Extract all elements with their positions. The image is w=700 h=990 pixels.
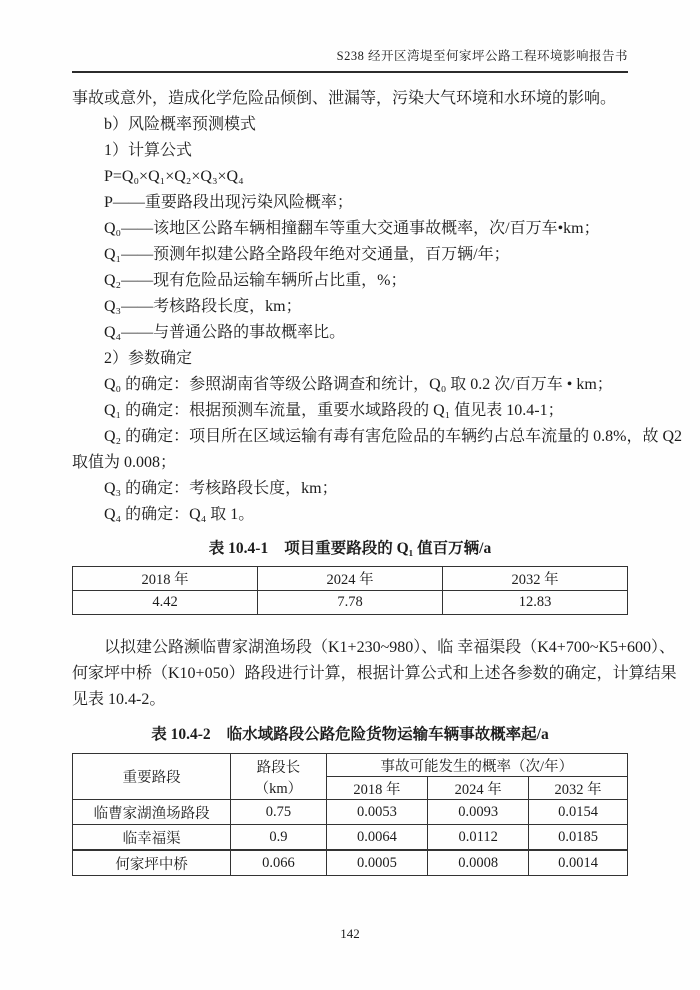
- table1-value-2024: 7.78: [258, 591, 443, 615]
- definition-p: P——重要路段出现污染风险概率；: [104, 194, 353, 211]
- table-accident-probability: [72, 753, 628, 876]
- table1-value-2018: 4.42: [73, 591, 258, 615]
- table-row: [73, 591, 628, 615]
- table2-header-group: 事故可能发生的概率（次/年）: [326, 754, 627, 777]
- table2-row2-length: 0.9: [231, 825, 326, 851]
- table-row: [73, 825, 628, 851]
- table2-row3-2024: 0.0008: [428, 850, 529, 876]
- table1-caption-text: 项目重要路段的 Q₁ 值百万辆/a: [284, 540, 492, 557]
- param-q2-continued: 取值为 0.008；: [72, 454, 177, 471]
- page-number: 142: [340, 926, 360, 941]
- table2-row3-name: 何家坪中桥: [73, 850, 231, 876]
- table2-row2-name: 临幸福渠: [73, 825, 231, 851]
- table2-header-length: [231, 754, 326, 800]
- table-row: [73, 754, 628, 777]
- table1-value-2032: 12.83: [443, 591, 628, 615]
- table2-row2-2032: 0.0185: [529, 825, 628, 851]
- table1-header-2018: 2018 年: [73, 567, 258, 591]
- paragraph-line: 见表 10.4-2。: [72, 691, 166, 708]
- table2-caption-label: 表 10.4-2: [151, 726, 211, 743]
- table-row: [73, 567, 628, 591]
- page-header: [72, 0, 628, 73]
- param-q0: Q₀ 的确定：参照湖南省等级公路调查和统计，Q₀ 取 0.2 次/百万车 • km；: [104, 376, 613, 393]
- table2-row1-name: 临曹家湖渔场路段: [73, 800, 231, 825]
- table2-header-2032: 2032 年: [529, 777, 628, 800]
- formula: P=Q₀×Q₁×Q₂×Q₃×Q₄: [104, 168, 244, 185]
- table2-row1-2018: 0.0053: [326, 800, 428, 825]
- param-q3: Q₃ 的确定：考核路段长度，km；: [104, 480, 338, 497]
- table1-header-2024: 2024 年: [258, 567, 443, 591]
- table-row: [73, 800, 628, 825]
- table2-row3-2032: 0.0014: [529, 850, 628, 876]
- paragraph-line: 事故或意外，造成化学危险品倾倒、泄漏等，污染大气环境和水环境的影响。: [72, 90, 617, 107]
- report-title: S238 经开区湾堤至何家坪公路工程环境影响报告书: [336, 49, 628, 63]
- param-q4: Q₄ 的确定：Q₄ 取 1。: [104, 506, 255, 523]
- list-item-2: 2）参数确定: [104, 350, 193, 367]
- table2-header-length-line1: 路段长: [256, 759, 301, 776]
- definition-q4: Q₄——与普通公路的事故概率比。: [104, 324, 346, 341]
- definition-q0: Q₀——该地区公路车辆相撞翻车等重大交通事故概率，次/百万车•km；: [104, 220, 600, 237]
- list-item-1: 1）计算公式: [104, 142, 193, 159]
- table2-row2-2018: 0.0064: [326, 825, 428, 851]
- table2-caption-text: 临水域路段公路危险货物运输车辆事故概率起/a: [226, 726, 549, 743]
- table2-row3-length: 0.066: [231, 850, 326, 876]
- paragraph-2: [72, 635, 677, 713]
- table2-header-segment: 重要路段: [73, 754, 231, 800]
- definition-q2: Q₂——现有危险品运输车辆所占比重，%；: [104, 272, 407, 289]
- table2-header-length-line2: （km）: [254, 780, 303, 797]
- param-q1: Q₁ 的确定：根据预测车流量，重要水域路段的 Q₁ 值见表 10.4-1；: [104, 402, 564, 419]
- table2-row2-2024: 0.0112: [428, 825, 529, 851]
- table1-caption: [72, 536, 628, 558]
- definition-q3: Q₃——考核路段长度，km；: [104, 298, 302, 315]
- table2-header-2018: 2018 年: [326, 777, 428, 800]
- table2-caption: [72, 722, 628, 744]
- table2-row1-2032: 0.0154: [529, 800, 628, 825]
- body-text: [72, 86, 683, 528]
- paragraph-line: 以拟建公路濒临曹家湖渔场段（K1+230~980）、临 幸福渠段（K4+700~K5+600）、: [104, 639, 676, 656]
- table-q1-values: [72, 566, 628, 615]
- table1-caption-label: 表 10.4-1: [208, 540, 269, 557]
- list-item-b: b）风险概率预测模式: [104, 116, 257, 133]
- paragraph-line: 何家坪中桥（K10+050）路段进行计算，根据计算公式和上述各参数的确定，计算结果: [72, 665, 677, 682]
- definition-q1: Q₁——预测年拟建公路全路段年绝对交通量，百万辆/年；: [104, 246, 510, 263]
- table2-row1-length: 0.75: [231, 800, 326, 825]
- table2-row3-2018: 0.0005: [326, 850, 428, 876]
- table2-header-2024: 2024 年: [428, 777, 529, 800]
- param-q2: Q₂ 的确定：项目所在区域运输有毒有害危险品的车辆约占总车流量的 0.8%，故 Q2: [104, 428, 683, 445]
- table-row: [73, 850, 628, 876]
- table1-header-2032: 2032 年: [443, 567, 628, 591]
- table2-row1-2024: 0.0093: [428, 800, 529, 825]
